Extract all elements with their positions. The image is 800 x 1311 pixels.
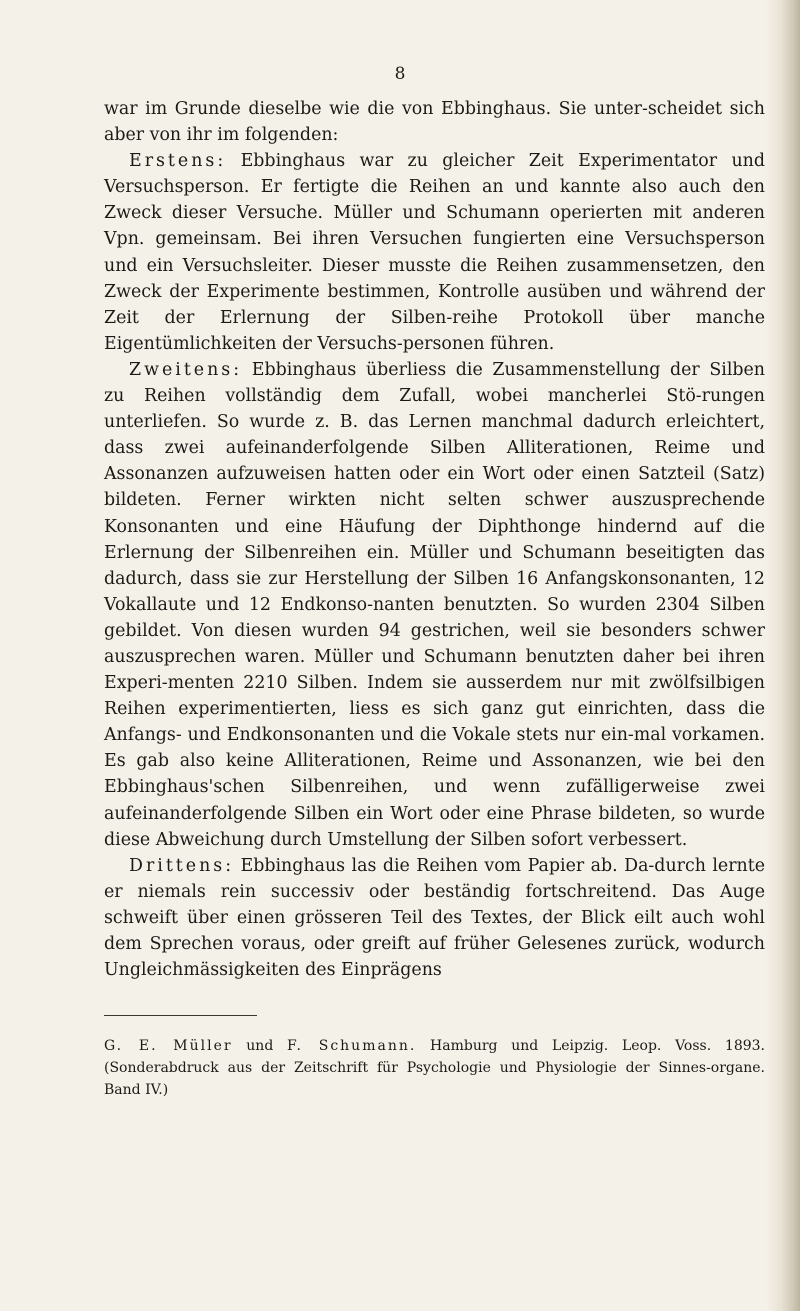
page-edge-shadow — [766, 0, 800, 1311]
paragraph-text: Ebbinghaus las die Reihen vom Papier ab. Da-durch lernte er niemals rein successiv oder beständig fortschreitend. Das Auge schweift über einen grösseren Teil des Textes, der Blick eilt auch wohl dem Sprechen voraus, oder greift auf früher Gelesenes zurück, wodurch Ungleichmässigkeiten des Einprägens — [104, 855, 765, 981]
paragraph-erstens — [104, 148, 765, 357]
paragraph-lead: Drittens: — [129, 855, 235, 876]
footnote-author: G. E. Müller — [104, 1038, 233, 1054]
paragraph-lead: Erstens: — [129, 151, 227, 172]
paragraph-text: Ebbinghaus überliess die Zusammenstellung der Silben zu Reihen vollständig dem Zufall, wobei mancherlei Stö-rungen unterliefen. So wurde z. B. das Lernen manchmal dadurch erleichtert, dass zwei aufeinanderfolgende Silben Alliterationen, Reime und Assonanzen aufzuweisen hatten oder ein Wort oder einen Satzteil (Satz) bildeten. Ferner wirkten nicht selten schwer auszusprechende Konsonanten und eine Häufung der Diphthonge hindernd auf die Erlernung der Silbenreihen ein. Müller und Schumann beseitigten das dadurch, dass sie zur Herstellung der Silben 16 Anfangskonsonanten, 12 Vokallaute und 12 Endkonso-nanten benutzten. So wurden 2304 Silben gebildet. Von diesen wurden 94 gestrichen, weil sie besonders schwer auszusprechen waren. Müller und Schumann benutzten daher bei ihren Experi-menten 2210 Silben. Indem sie ausserdem nur mit zwölfsilbigen Reihen experimentierten, liess es sich ganz gut einrichten, dass die Anfangs- und Endkonsonanten und die Vokale stets nur ein-mal vorkamen. Es gab also keine Alliterationen, Reime und Assonanzen, wie bei den Ebbinghaus'schen Silbenreihen, und wenn zufälligerweise zwei aufeinanderfolgende Silben ein Wort oder eine Phrase bildeten, so wurde diese Abweichung durch Umstellung der Silben sofort verbessert. — [104, 359, 766, 850]
paragraph-drittens — [104, 853, 765, 983]
footnote-divider — [104, 1015, 257, 1016]
footnote-author: F. Schumann. — [287, 1038, 417, 1054]
footnote-conjunction: und — [246, 1038, 274, 1054]
paragraph-intro: war im Grunde dieselbe wie die von Ebbinghaus. Sie unter-scheidet sich aber von ihr im folgenden: — [104, 99, 765, 146]
paragraph-zweitens — [104, 357, 765, 853]
paragraph-text: Ebbinghaus war zu gleicher Zeit Experimentator und Versuchsperson. Er fertigte die Reihen an und kannte also auch den Zweck dieser Versuche. Müller und Schumann operierten mit anderen Vpn. gemeinsam. Bei ihren Versuchen fungierten eine Versuchsperson und ein Versuchsleiter. Dieser musste die Reihen zusammensetzen, den Zweck der Experimente bestimmen, Kontrolle ausüben und während der Zeit der Erlernung der Silben-reihe Protokoll über manche Eigentümlichkeiten der Versuchs-personen führen. — [104, 151, 765, 354]
footnote — [104, 1035, 765, 1101]
body-text — [104, 96, 765, 983]
paragraph-lead: Zweitens: — [129, 359, 243, 380]
page-number: 8 — [394, 64, 406, 84]
footnote-citation: Hamburg und Leipzig. Leop. Voss. 1893. (Sonderabdruck aus der Zeitschrift für Psychologie und Physiologie der Sinnes-organe. Band IV.) — [104, 1038, 765, 1098]
